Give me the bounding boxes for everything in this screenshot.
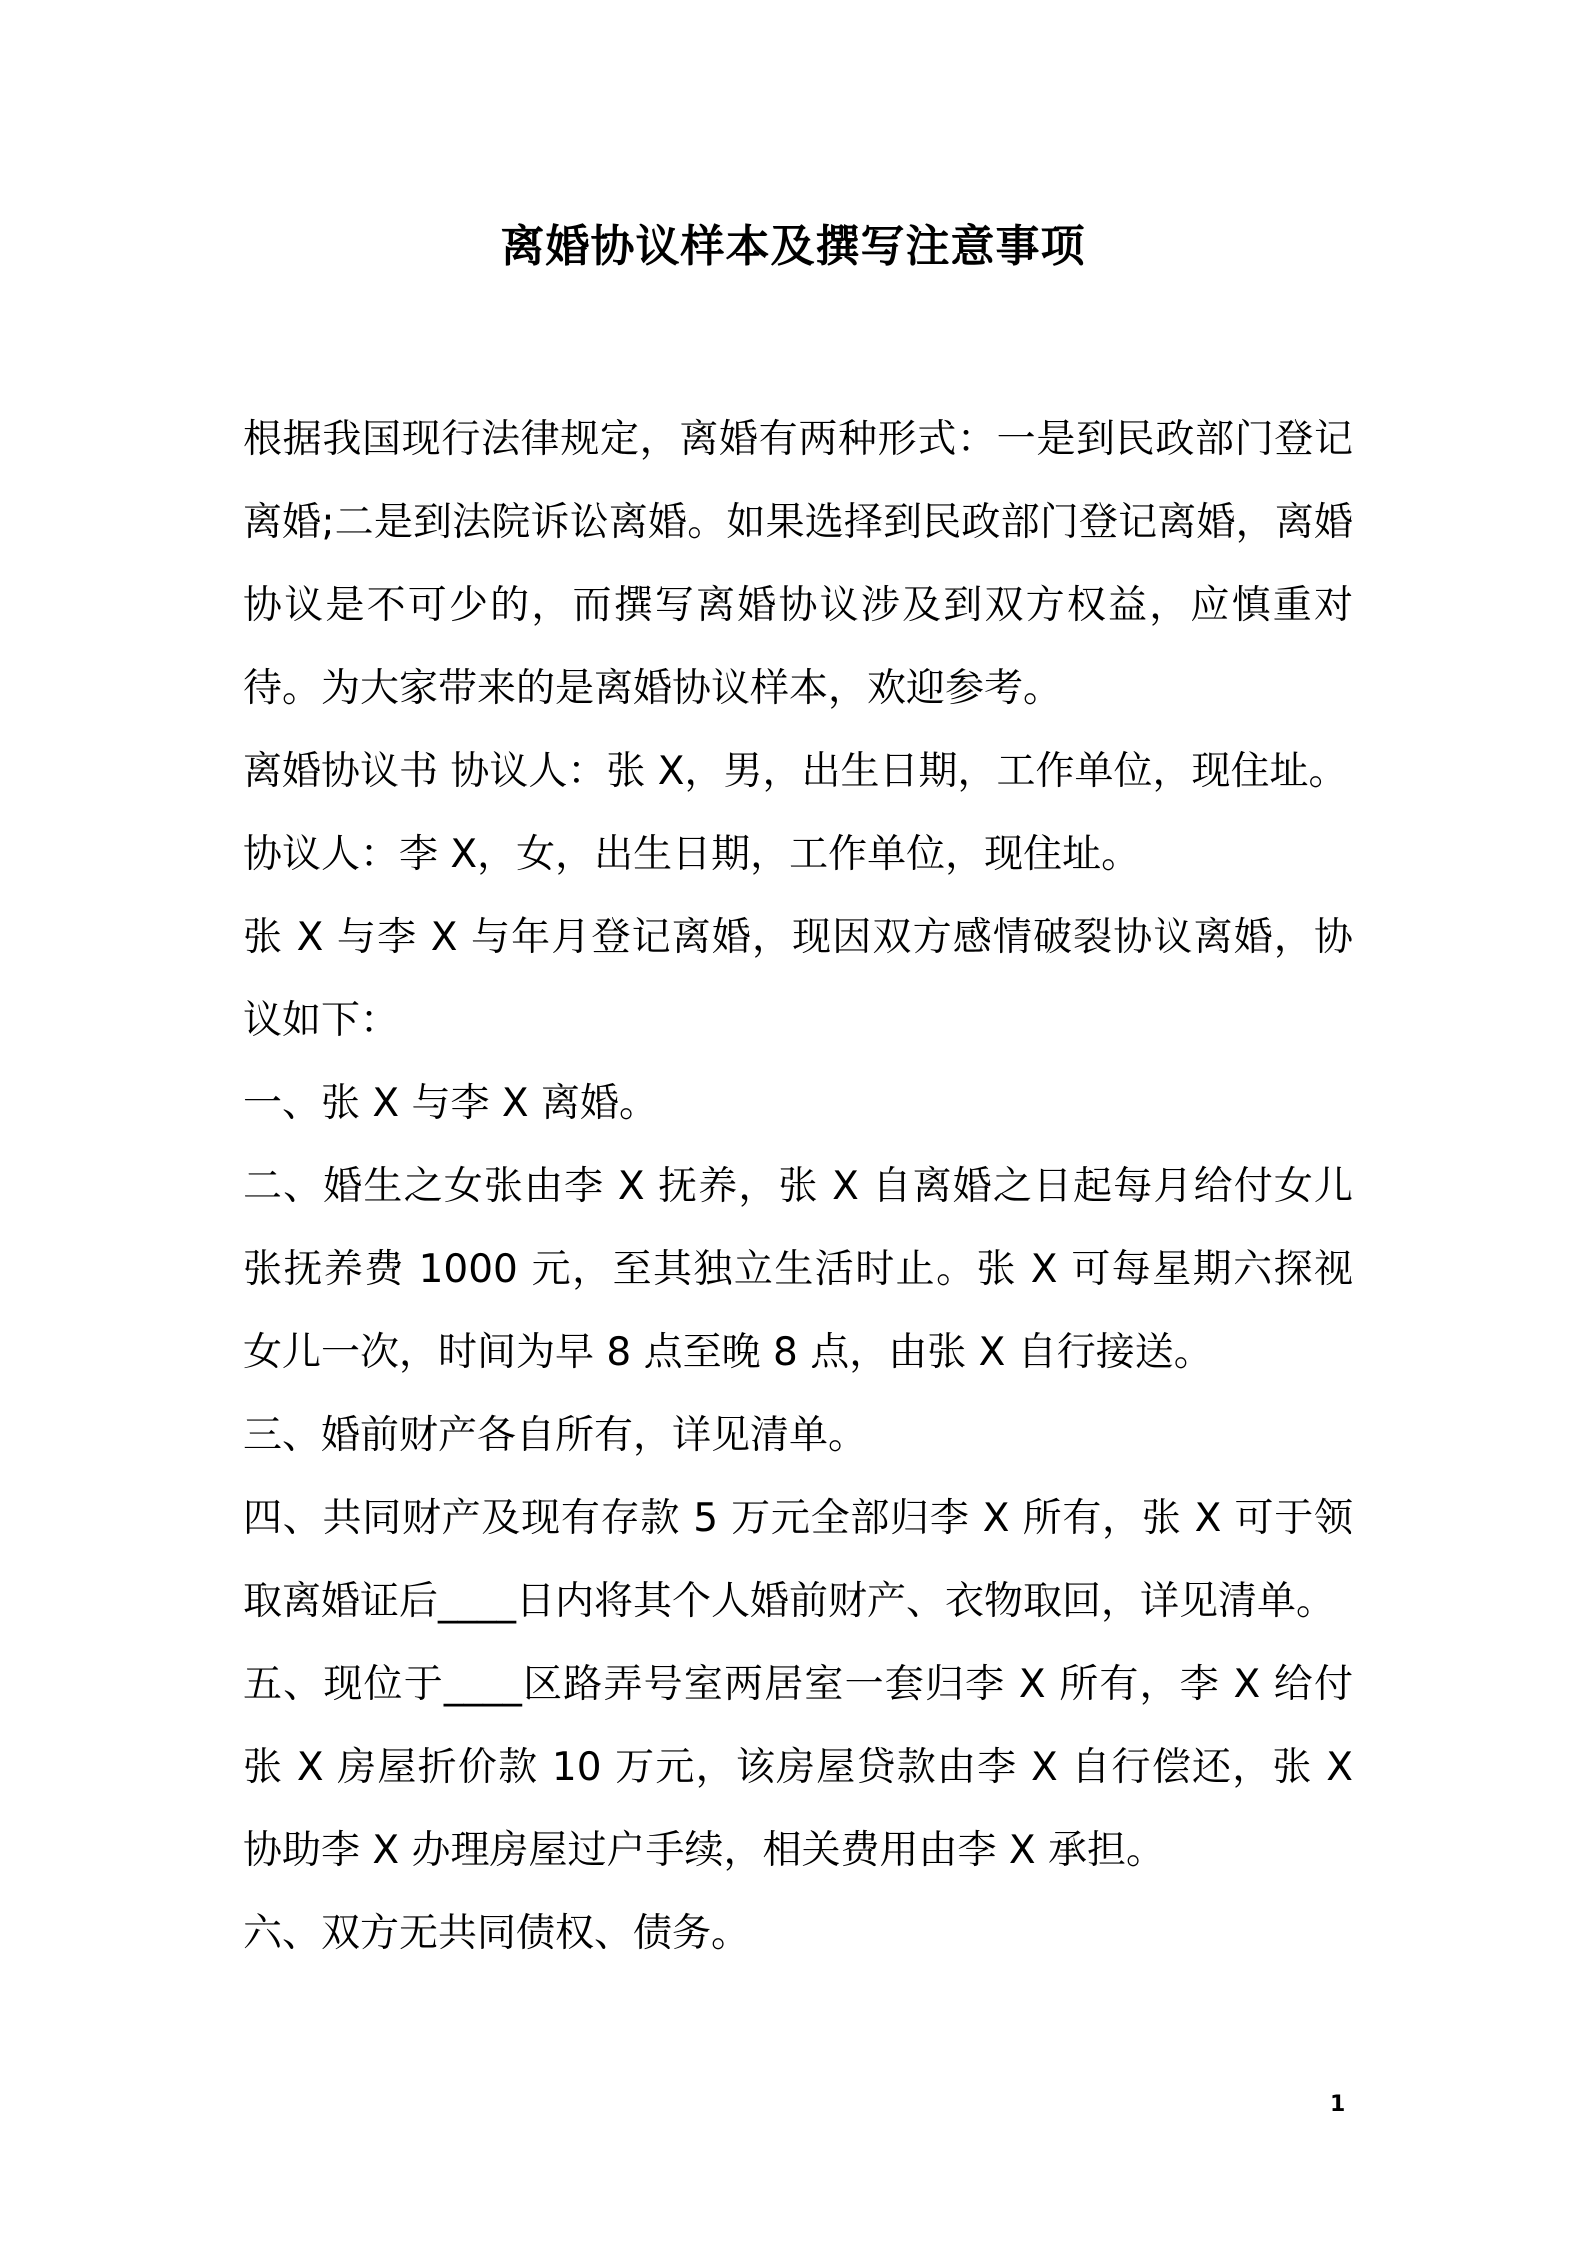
paragraph-intro: 根据我国现行法律规定，离婚有两种形式：一是到民政部门登记离婚;二是到法院诉讼离婚。如果选择到民政部门登记离婚，离婚协议是不可少的，而撰写离婚协议涉及到双方权益，应慎重对待。为大家带来的是离婚协议样本，欢迎参考。 <box>243 417 1353 711</box>
paragraph-preamble: 张 X 与李 X 与年月登记离婚，现因双方感情破裂协议离婚，协议如下： <box>243 915 1353 1043</box>
clause-3: 三、婚前财产各自所有，详见清单。 <box>243 1413 868 1458</box>
page-number: 1 <box>1330 2092 1346 2117</box>
document-title: 离婚协议样本及撰写注意事项 <box>500 221 1086 272</box>
clause-1: 一、张 X 与李 X 离婚。 <box>243 1081 659 1126</box>
document-body <box>243 398 1353 1975</box>
paragraph-party-two: 协议人：李 X，女，出生日期，工作单位，现住址。 <box>243 832 1141 877</box>
clause-2: 二、婚生之女张由李 X 抚养，张 X 自离婚之日起每月给付女儿张抚养费 1000 元，至其独立生活时止。张 X 可每星期六探视女儿一次，时间为早 8 点至晚 8 点，由张 X 自行接送。 <box>243 1164 1353 1375</box>
paragraph-party-one: 离婚协议书 协议人：张 X，男，出生日期，工作单位，现住址。 <box>243 749 1348 794</box>
clause-4: 四、共同财产及现有存款 5 万元全部归李 X 所有，张 X 可于领取离婚证后____日内将其个人婚前财产、衣物取回，详见清单。 <box>243 1496 1353 1624</box>
clause-6: 六、双方无共同债权、债务。 <box>243 1911 751 1956</box>
clause-5: 五、现位于____区路弄号室两居室一套归李 X 所有，李 X 给付张 X 房屋折价款 10 万元，该房屋贷款由李 X 自行偿还，张 X 协助李 X 办理房屋过户手续，相关费用由李 X 承担。 <box>243 1662 1353 1873</box>
